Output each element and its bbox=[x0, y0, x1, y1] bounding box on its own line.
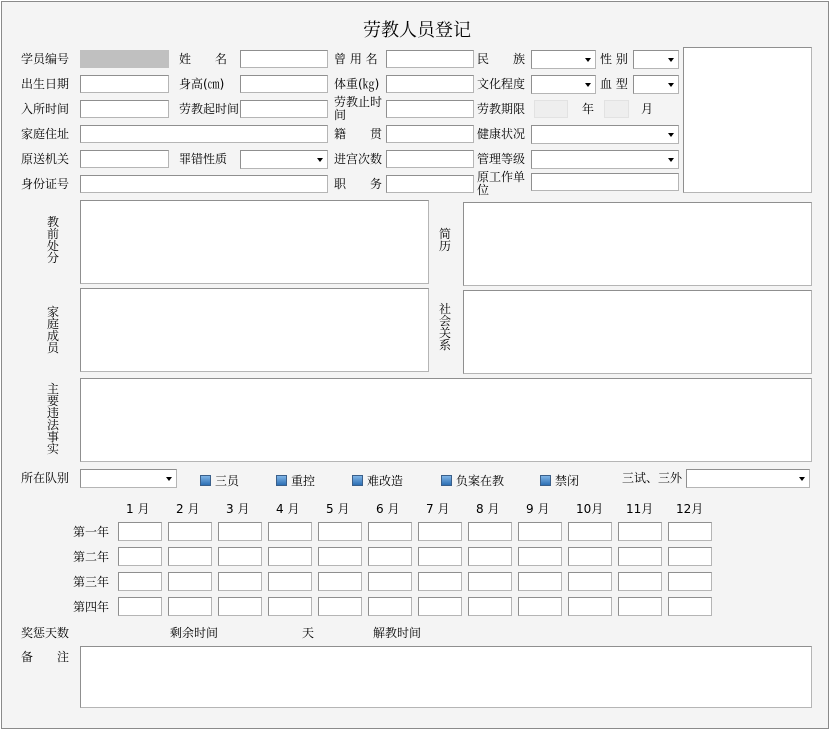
month-header: 4 月 bbox=[276, 502, 300, 516]
month-cell[interactable] bbox=[218, 572, 262, 591]
ethnic-label: 民 族 bbox=[477, 52, 526, 66]
term-label: 劳教期限 bbox=[477, 102, 526, 116]
release-time-label: 解教时间 bbox=[373, 626, 422, 640]
month-header: 8 月 bbox=[476, 502, 500, 516]
day-label: 天 bbox=[302, 626, 315, 640]
month-cell[interactable] bbox=[668, 597, 712, 616]
month-cell[interactable] bbox=[318, 547, 362, 566]
gender-select[interactable] bbox=[633, 50, 679, 69]
month-cell[interactable] bbox=[218, 522, 262, 541]
chevron-down-icon bbox=[668, 83, 674, 87]
checkbox-jinbi[interactable] bbox=[540, 475, 551, 486]
month-cell[interactable] bbox=[518, 522, 562, 541]
month-cell[interactable] bbox=[518, 547, 562, 566]
month-cell[interactable] bbox=[618, 547, 662, 566]
prior-punish-area[interactable] bbox=[80, 200, 429, 284]
month-cell[interactable] bbox=[168, 522, 212, 541]
month-cell[interactable] bbox=[568, 547, 612, 566]
reward-days-label: 奖惩天数 bbox=[21, 626, 70, 640]
height-label: 身高(㎝) bbox=[179, 77, 225, 91]
name-label: 姓 名 bbox=[179, 52, 228, 66]
month-cell[interactable] bbox=[368, 597, 412, 616]
remarks-label: 备 注 bbox=[21, 650, 70, 664]
month-cell[interactable] bbox=[318, 522, 362, 541]
checkbox-fuanzaijiao[interactable] bbox=[441, 475, 452, 486]
prior-punish-label: 教前处分 bbox=[46, 215, 59, 265]
photo-box[interactable] bbox=[683, 47, 812, 193]
month-cell[interactable] bbox=[268, 572, 312, 591]
year-row-label: 第四年 bbox=[73, 600, 110, 614]
alias-field[interactable] bbox=[386, 50, 474, 68]
month-cell[interactable] bbox=[168, 572, 212, 591]
month-cell[interactable] bbox=[368, 572, 412, 591]
month-cell[interactable] bbox=[568, 522, 612, 541]
native-place-label: 籍 贯 bbox=[334, 127, 383, 141]
health-select[interactable] bbox=[531, 125, 679, 144]
student-no-label: 学员编号 bbox=[21, 52, 70, 66]
weight-label: 体重(㎏) bbox=[334, 77, 380, 91]
month-cell[interactable] bbox=[518, 572, 562, 591]
chevron-down-icon bbox=[668, 158, 674, 162]
admission-time-label: 入所时间 bbox=[21, 102, 70, 116]
month-cell[interactable] bbox=[668, 547, 712, 566]
month-cell[interactable] bbox=[518, 597, 562, 616]
term-years-field[interactable] bbox=[534, 100, 568, 118]
month-cell[interactable] bbox=[568, 597, 612, 616]
student-no-field[interactable] bbox=[80, 50, 169, 68]
mgmt-level-label: 管理等级 bbox=[477, 152, 526, 166]
blood-type-label: 血 型 bbox=[600, 77, 628, 91]
checkbox-sanyuan-label: 三员 bbox=[215, 474, 240, 488]
address-label: 家庭住址 bbox=[21, 127, 70, 141]
name-field[interactable] bbox=[240, 50, 328, 68]
month-cell[interactable] bbox=[118, 572, 162, 591]
trial-select[interactable] bbox=[686, 469, 810, 488]
native-place-field[interactable] bbox=[386, 125, 474, 143]
social-label: 社会关系 bbox=[438, 302, 451, 352]
weight-field[interactable] bbox=[386, 75, 474, 93]
month-label: 月 bbox=[641, 102, 654, 116]
month-cell[interactable] bbox=[668, 572, 712, 591]
year-row-label: 第三年 bbox=[73, 575, 110, 589]
month-cell[interactable] bbox=[268, 597, 312, 616]
month-header: 10月 bbox=[576, 502, 604, 516]
workplace-label: 原工作单 位 bbox=[477, 170, 526, 197]
month-cell[interactable] bbox=[418, 597, 462, 616]
facts-label: 主要违法事实 bbox=[46, 382, 59, 456]
origin-org-label: 原送机关 bbox=[21, 152, 70, 166]
checkbox-jinbi-label: 禁闭 bbox=[555, 474, 580, 488]
month-header: 5 月 bbox=[326, 502, 350, 516]
duty-label: 职 务 bbox=[334, 177, 383, 191]
month-cell[interactable] bbox=[268, 522, 312, 541]
month-cell[interactable] bbox=[318, 572, 362, 591]
month-cell[interactable] bbox=[118, 522, 162, 541]
month-header: 12月 bbox=[676, 502, 704, 516]
social-area[interactable] bbox=[463, 290, 812, 374]
chevron-down-icon bbox=[799, 477, 805, 481]
month-cell[interactable] bbox=[418, 572, 462, 591]
month-cell[interactable] bbox=[668, 522, 712, 541]
id-no-label: 身份证号 bbox=[21, 177, 70, 191]
mgmt-level-select[interactable] bbox=[531, 150, 679, 169]
origin-org-field[interactable] bbox=[80, 150, 169, 168]
family-label: 家庭成员 bbox=[46, 305, 59, 355]
offense-label: 罪错性质 bbox=[179, 152, 228, 166]
month-cell[interactable] bbox=[618, 572, 662, 591]
checkbox-zhongkong[interactable] bbox=[276, 475, 287, 486]
remaining-label: 剩余时间 bbox=[170, 626, 219, 640]
month-header: 7 月 bbox=[426, 502, 450, 516]
health-label: 健康状况 bbox=[477, 127, 526, 141]
end-time-field[interactable] bbox=[386, 100, 474, 118]
checkbox-nangaizao-label: 难改造 bbox=[367, 474, 404, 488]
admission-time-field[interactable] bbox=[80, 100, 169, 118]
gender-label: 性 别 bbox=[600, 52, 628, 66]
month-cell[interactable] bbox=[418, 522, 462, 541]
month-cell[interactable] bbox=[218, 597, 262, 616]
offense-select[interactable] bbox=[240, 150, 328, 169]
team-label: 所在队别 bbox=[21, 471, 70, 485]
month-cell[interactable] bbox=[318, 597, 362, 616]
times-label: 进宫次数 bbox=[334, 152, 383, 166]
start-time-field[interactable] bbox=[240, 100, 328, 118]
month-cell[interactable] bbox=[618, 597, 662, 616]
trial-label: 三试、三外 bbox=[622, 471, 683, 485]
resume-label: 简历 bbox=[438, 227, 451, 253]
month-header: 1 月 bbox=[126, 502, 150, 516]
family-area[interactable] bbox=[80, 288, 429, 372]
chevron-down-icon bbox=[166, 477, 172, 481]
start-time-label: 劳教起时间 bbox=[179, 102, 240, 116]
month-cell[interactable] bbox=[168, 597, 212, 616]
birth-date-field[interactable] bbox=[80, 75, 169, 93]
month-cell[interactable] bbox=[368, 522, 412, 541]
year-row-label: 第二年 bbox=[73, 550, 110, 564]
month-header: 9 月 bbox=[526, 502, 550, 516]
duty-field[interactable] bbox=[386, 175, 474, 193]
month-cell[interactable] bbox=[118, 547, 162, 566]
birth-date-label: 出生日期 bbox=[21, 77, 70, 91]
month-cell[interactable] bbox=[468, 572, 512, 591]
chevron-down-icon bbox=[317, 158, 323, 162]
address-field[interactable] bbox=[80, 125, 328, 143]
month-cell[interactable] bbox=[118, 597, 162, 616]
chevron-down-icon bbox=[585, 58, 591, 62]
month-cell[interactable] bbox=[568, 572, 612, 591]
year-row-label: 第一年 bbox=[73, 525, 110, 539]
month-header: 3 月 bbox=[226, 502, 250, 516]
alias-label: 曾 用 名 bbox=[334, 52, 378, 66]
remarks-area[interactable] bbox=[80, 646, 812, 708]
team-select[interactable] bbox=[80, 469, 177, 488]
resume-area[interactable] bbox=[463, 202, 812, 286]
month-cell[interactable] bbox=[168, 547, 212, 566]
month-cell[interactable] bbox=[468, 547, 512, 566]
month-header: 2 月 bbox=[176, 502, 200, 516]
checkbox-zhongkong-label: 重控 bbox=[291, 474, 316, 488]
month-cell[interactable] bbox=[468, 597, 512, 616]
education-label: 文化程度 bbox=[477, 77, 526, 91]
checkbox-sanyuan[interactable] bbox=[200, 475, 211, 486]
chevron-down-icon bbox=[668, 58, 674, 62]
chevron-down-icon bbox=[668, 133, 674, 137]
month-cell[interactable] bbox=[368, 547, 412, 566]
times-field[interactable] bbox=[386, 150, 474, 168]
workplace-field[interactable] bbox=[531, 173, 679, 191]
end-time-label: 劳教止时 间 bbox=[334, 95, 383, 122]
term-months-field[interactable] bbox=[604, 100, 629, 118]
id-no-field[interactable] bbox=[80, 175, 328, 193]
checkbox-nangaizao[interactable] bbox=[352, 475, 363, 486]
month-header: 6 月 bbox=[376, 502, 400, 516]
checkbox-fuanzaijiao-label: 负案在教 bbox=[456, 474, 505, 488]
month-cell[interactable] bbox=[418, 547, 462, 566]
year-label: 年 bbox=[582, 102, 595, 116]
month-cell[interactable] bbox=[468, 522, 512, 541]
month-cell[interactable] bbox=[268, 547, 312, 566]
month-cell[interactable] bbox=[618, 522, 662, 541]
facts-area[interactable] bbox=[80, 378, 812, 462]
ethnic-select[interactable] bbox=[531, 50, 596, 69]
education-select[interactable] bbox=[531, 75, 596, 94]
blood-type-select[interactable] bbox=[633, 75, 679, 94]
chevron-down-icon bbox=[585, 83, 591, 87]
month-cell[interactable] bbox=[218, 547, 262, 566]
form-title: 劳教人员登记 bbox=[363, 20, 471, 41]
height-field[interactable] bbox=[240, 75, 328, 93]
month-header: 11月 bbox=[626, 502, 654, 516]
